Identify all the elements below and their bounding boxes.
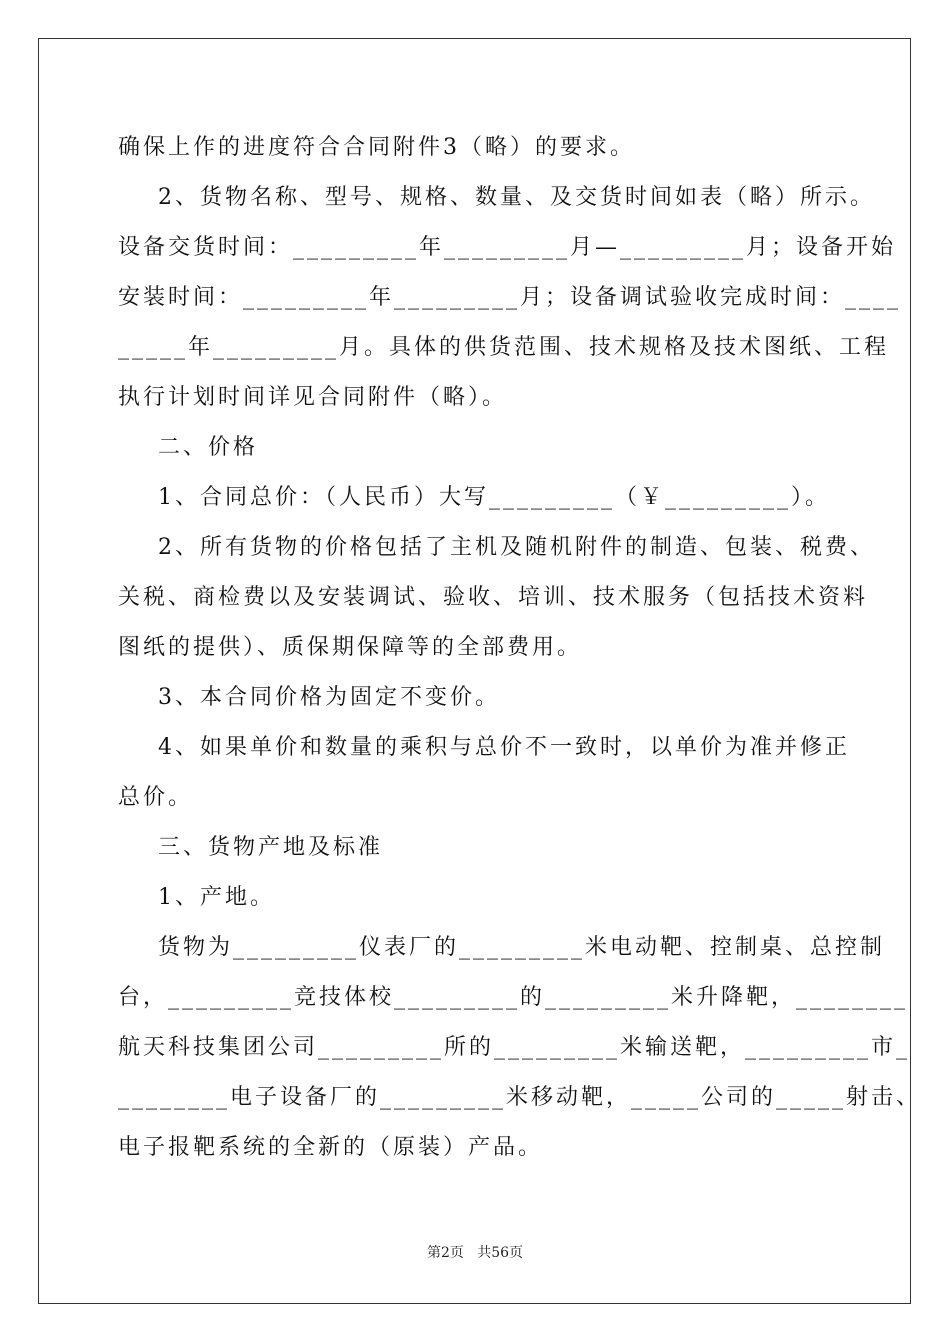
- text-line: 确保上作的进度符合合同附件3（略）的要求。: [118, 135, 635, 160]
- page-number-footer: 第2页 共56页: [426, 1245, 524, 1261]
- text-line: 安装时间：_________年_________月；设备调试验收完成时间：____: [118, 285, 902, 310]
- document-body: [118, 123, 922, 1173]
- text-line: 3、本合同价格为固定不变价。: [118, 685, 500, 710]
- text-line: 设备交货时间：_________年_________月—_________月；设备开始: [118, 235, 897, 260]
- text-line: 关税、商检费以及安装调试、验收、培训、技术服务（包括技术资料: [118, 585, 869, 610]
- text-line: 2、货物名称、型号、规格、数量、及交货时间如表（略）所示。: [118, 185, 875, 210]
- text-line: 1、合同总价：（人民币）大写_________（￥_________）。: [118, 485, 830, 510]
- text-line: 4、如果单价和数量的乘积与总价不一致时，以单价为准并修正: [118, 735, 850, 760]
- text-line: ________电子设备厂的_________米移动靶，_____公司的_____射击、: [118, 1085, 922, 1110]
- text-line: 图纸的提供）、质保期保障等的全部费用。: [118, 635, 583, 660]
- text-line: 航天科技集团公司_________所的_________米输送靶，_________市_: [118, 1035, 911, 1060]
- text-line: 执行计划时间详见合同附件（略）。: [118, 385, 508, 410]
- text-line: 总价。: [118, 785, 194, 810]
- text-line: 1、产地。: [118, 885, 275, 910]
- section-heading: 三、货物产地及标准: [118, 835, 383, 860]
- section-heading: 二、价格: [118, 435, 258, 460]
- text-line: 2、所有货物的价格包括了主机及随机附件的制造、包装、税费、: [118, 535, 875, 560]
- text-line: _____年_________月。具体的供货范围、技术规格及技术图纸、工程: [118, 335, 890, 360]
- text-line: 货物为_________仪表厂的_________米电动靶、控制桌、总控制: [118, 935, 885, 960]
- text-line: 台，_________竞技体校_________的_________米升降靶，________: [118, 985, 909, 1010]
- text-line: 电子报靶系统的全新的（原装）产品。: [118, 1135, 544, 1160]
